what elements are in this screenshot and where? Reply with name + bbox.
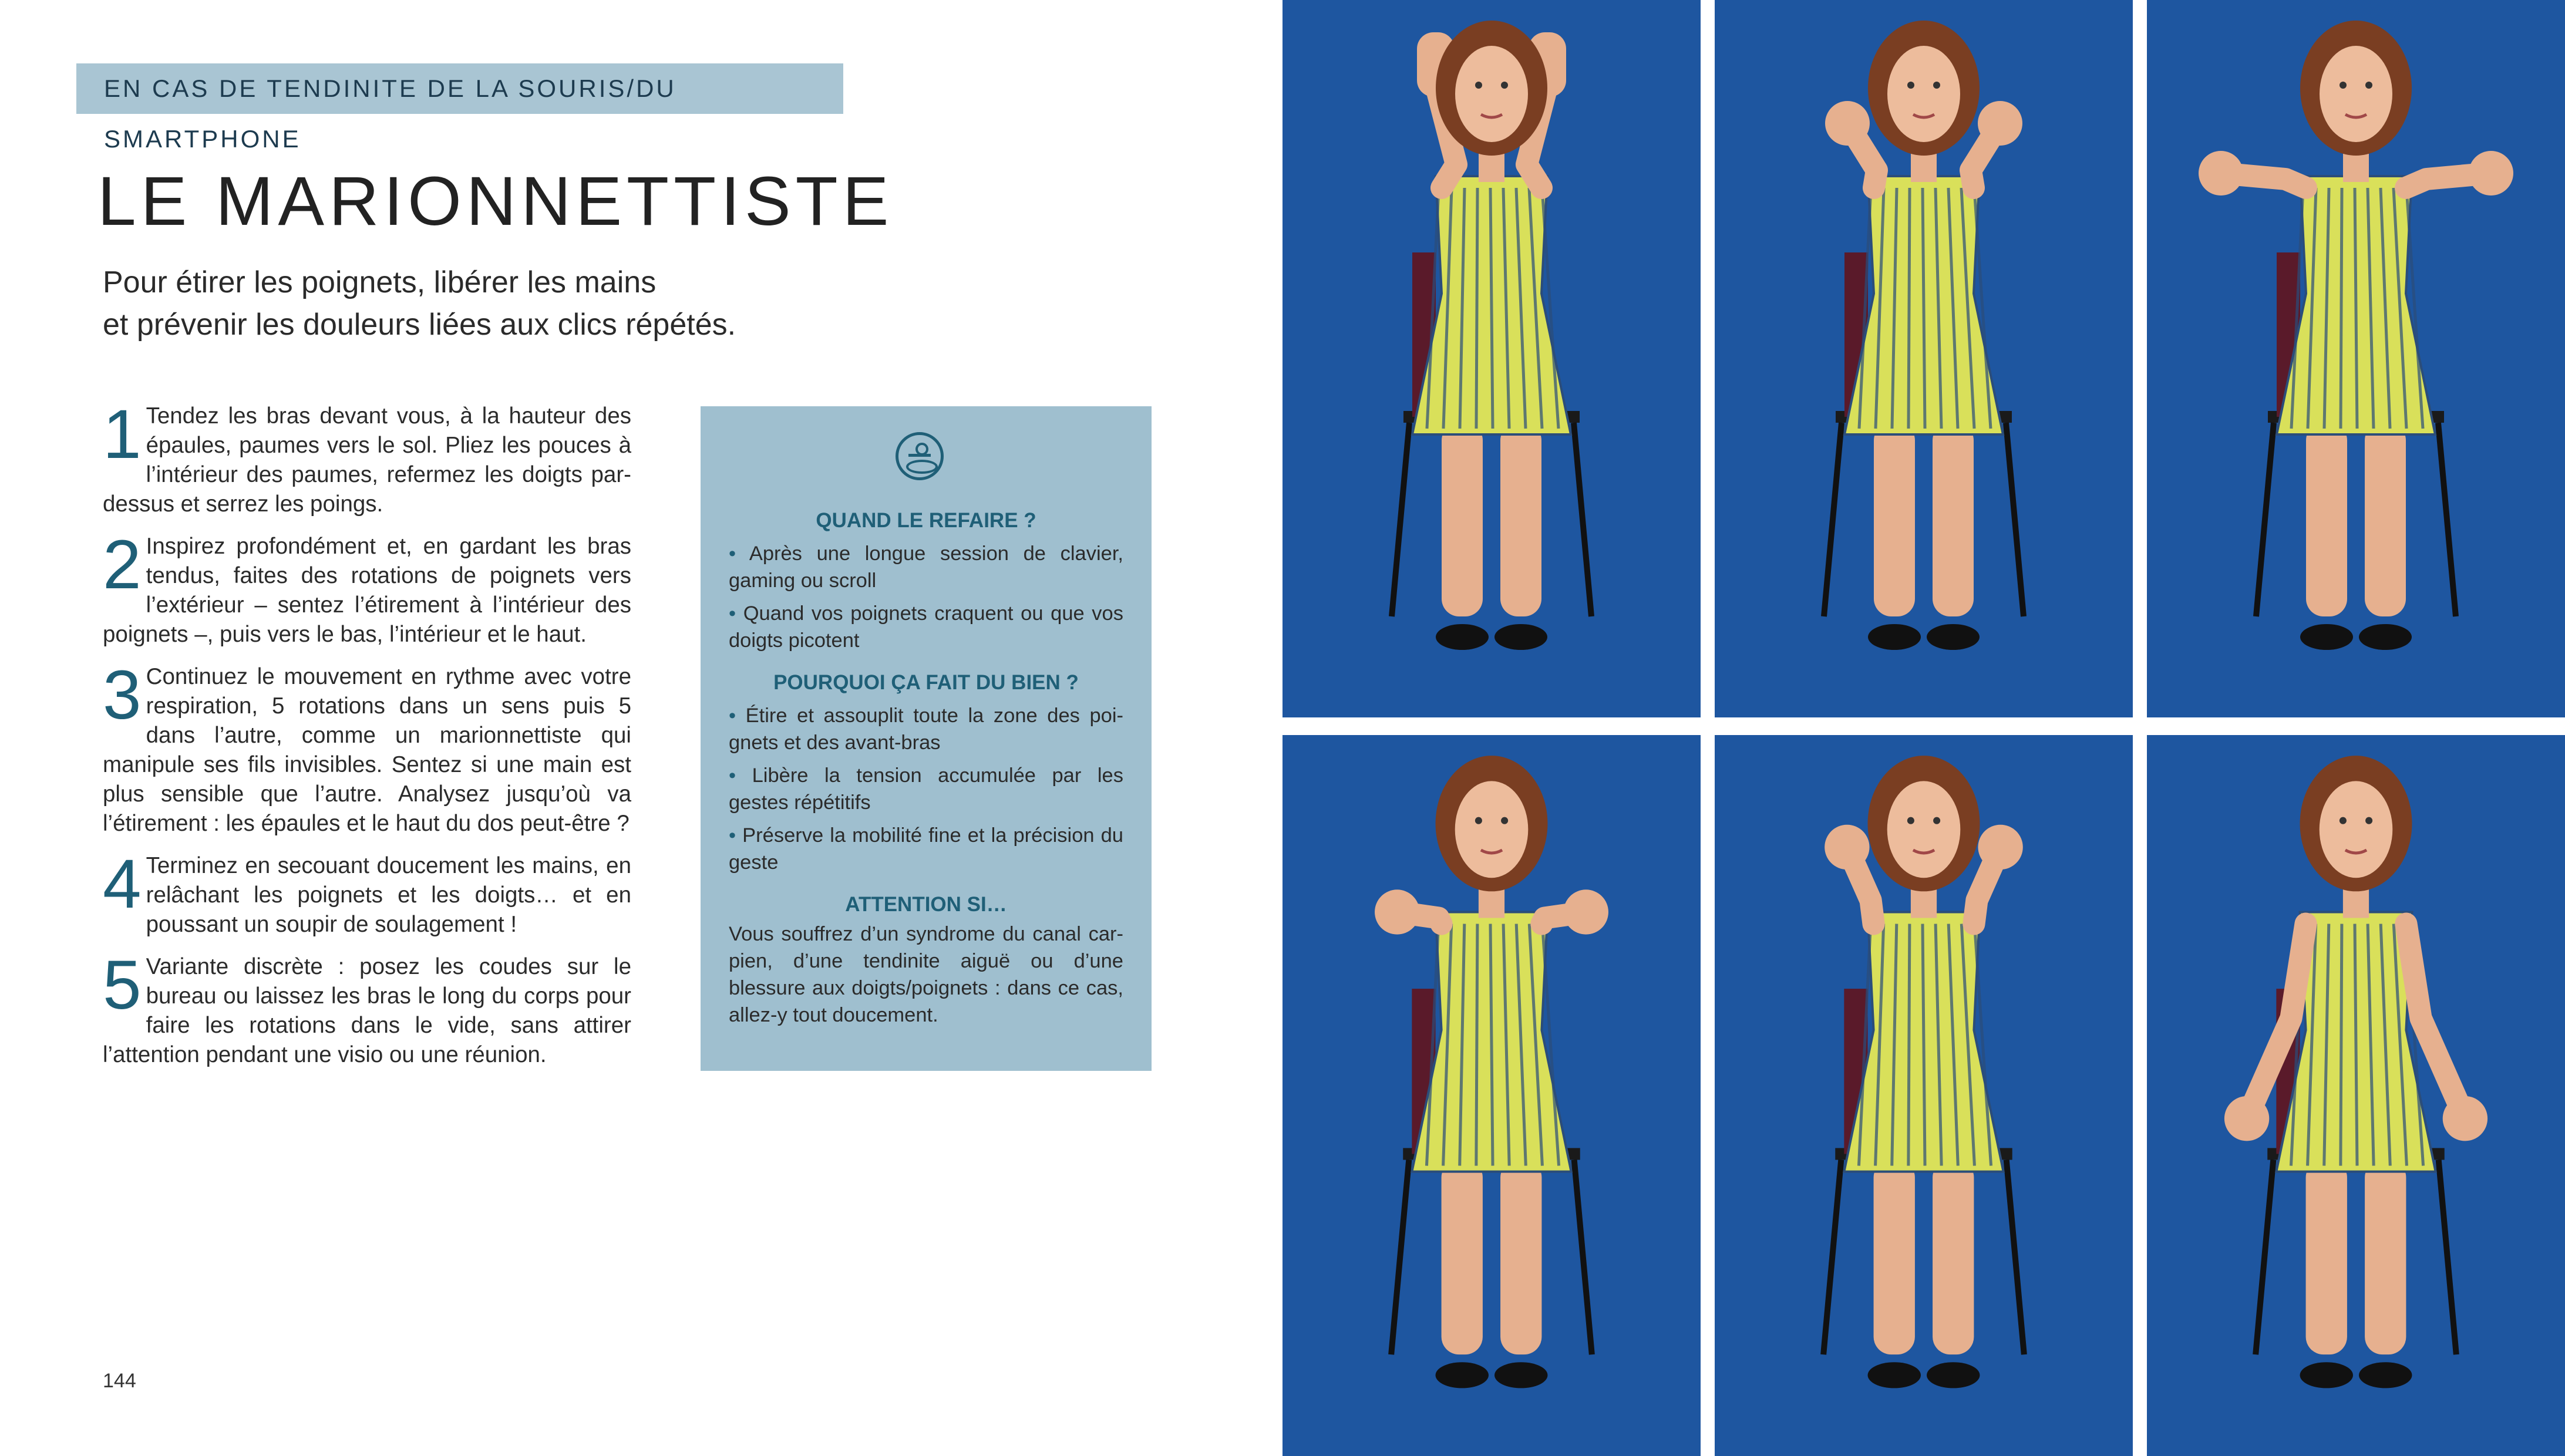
dress-pattern xyxy=(1476,924,1477,1166)
dress-pattern xyxy=(2341,924,2342,1166)
fist xyxy=(1825,101,1870,146)
step-2 xyxy=(103,526,631,649)
leg xyxy=(1442,1160,1483,1355)
fist xyxy=(2199,151,2243,196)
step-3 xyxy=(103,656,631,838)
dress-pattern xyxy=(1476,188,1477,429)
step-4 xyxy=(103,845,631,939)
info-box-content xyxy=(729,499,1123,1029)
figure-illustration xyxy=(1282,735,1701,1456)
face xyxy=(2320,781,2393,878)
photo-palms-up xyxy=(1282,0,1701,717)
step-text: Continuez le mouvement en rythme avec votre respiration, 5 rotations dans un sens puis 5 dans l’autre, comme un marionnettiste qui manipule ses fils invisibles. Sentez si une main est plus sensible que l’autre. Analysez jusqu’où va l’étirement : les épaules et le haut du dos peut-être ? xyxy=(103,664,631,836)
eye xyxy=(1501,817,1508,824)
steps-list xyxy=(103,396,631,1083)
fist xyxy=(1564,889,1608,934)
subtitle-line-2: et prévenir les douleurs liées aux clics répétés. xyxy=(103,308,736,342)
meditation-icon xyxy=(896,432,944,480)
eye xyxy=(1475,817,1482,824)
shoe xyxy=(1494,624,1547,650)
dress-pattern xyxy=(1908,188,1910,429)
fist xyxy=(2443,1096,2487,1141)
figure-illustration xyxy=(1715,735,2133,1456)
when-item: • Quand vos poignets craquent ou que vos doigts picotent xyxy=(729,602,1123,652)
shoe xyxy=(2300,1362,2353,1388)
info-box xyxy=(701,406,1152,1071)
page-title: LE MARIONNETTISTE xyxy=(97,163,894,240)
leg xyxy=(2306,1160,2347,1355)
subtitle xyxy=(103,261,925,346)
figure-illustration xyxy=(1282,0,1701,717)
bullet-icon: • xyxy=(729,824,743,847)
step-5 xyxy=(103,946,631,1070)
shoe xyxy=(2359,624,2412,650)
shoe xyxy=(1868,1362,1921,1388)
warning-heading: ATTENTION SI… xyxy=(845,893,1007,916)
step-text: Terminez en secouant doucement les mains, en relâchant les poignets et les doigts… et en poussant un soupir de soulagement ! xyxy=(146,853,631,937)
page-number: 144 xyxy=(103,1370,136,1392)
bullet-icon: • xyxy=(729,764,752,787)
subtitle-line-1: Pour étirer les poignets, libérer les mains xyxy=(103,265,657,299)
face xyxy=(1455,46,1528,142)
fist xyxy=(1978,101,2022,146)
leg xyxy=(1874,423,1915,616)
section-tag: EN CAS DE TENDINITE DE LA SOURIS/DU SMARTPHONE xyxy=(76,63,843,114)
eye xyxy=(2340,82,2347,89)
step-number: 2 xyxy=(103,526,142,604)
when-heading: QUAND LE REFAIRE ? xyxy=(816,509,1036,532)
dress-pattern xyxy=(1908,924,1910,1166)
shoe xyxy=(1927,624,1980,650)
leg xyxy=(2365,423,2406,616)
eye xyxy=(1933,82,1940,89)
eye xyxy=(2340,817,2347,824)
leg xyxy=(2306,423,2347,616)
face xyxy=(1455,781,1529,878)
eye xyxy=(1907,817,1914,824)
shoe xyxy=(1436,624,1489,650)
warning-text: Vous souffrez d’un syndrome du canal carpien, d’une tendinite aiguë ou d’une blessure aux doigts/poignets : dans ce cas, allez-y tout doucement. xyxy=(729,923,1123,1026)
step-text: Inspirez profondément et, en gardant les bras tendus, faites des rotations de poignets vers l’extérieur – sentez l’étirement à l’intérieur des poignets –, puis vers le bas, l’intérieur et le haut. xyxy=(103,534,631,647)
bullet-icon: • xyxy=(729,705,746,727)
dress-pattern xyxy=(2341,188,2342,429)
why-heading: POURQUOI ÇA FAIT DU BIEN ? xyxy=(773,671,1079,694)
shoe xyxy=(2300,624,2353,650)
shoe xyxy=(1927,1362,1980,1388)
fist xyxy=(1825,825,1869,869)
step-number: 3 xyxy=(103,656,142,734)
shoe xyxy=(2359,1362,2412,1388)
step-number: 4 xyxy=(103,845,142,923)
shoe xyxy=(1436,1362,1489,1388)
photo-wrists-down xyxy=(1282,735,1701,1456)
eye xyxy=(1475,82,1482,89)
step-number: 5 xyxy=(103,946,142,1024)
step-text: Variante discrète : posez les coudes sur le bureau ou laissez les bras le long du corps pour faire les rotations dans le vide, sans attirer l’attention pendant une visio ou une réunion. xyxy=(103,954,631,1067)
step-text: Tendez les bras devant vous, à la hauteur des épaules, paumes vers le sol. Pliez les pouces à l’intérieur des paumes, refermez les doigts par-dessus et serrez les poings. xyxy=(103,403,631,517)
face xyxy=(2320,46,2392,142)
fist xyxy=(2469,151,2513,196)
eye xyxy=(1933,817,1940,824)
step-1 xyxy=(103,396,631,519)
shoe xyxy=(1494,1362,1547,1388)
figure-illustration xyxy=(2147,735,2565,1456)
step-number: 1 xyxy=(103,396,142,473)
bullet-icon: • xyxy=(729,542,749,565)
leg xyxy=(1933,423,1974,616)
leg xyxy=(1500,423,1541,616)
leg xyxy=(1500,1160,1541,1355)
photo-arms-down-fists xyxy=(2147,735,2565,1456)
why-item: • Libère la tension accumulée par les gestes répétitifs xyxy=(729,764,1123,814)
face xyxy=(1887,46,1960,142)
fist xyxy=(2224,1096,2269,1141)
figure-illustration xyxy=(2147,0,2565,717)
left-page xyxy=(0,0,1282,1456)
eye xyxy=(1501,82,1508,89)
face xyxy=(1887,781,1961,878)
eye xyxy=(2365,817,2372,824)
leg xyxy=(1442,423,1483,616)
fist xyxy=(1375,889,1419,934)
photo-fists-up xyxy=(1715,735,2133,1456)
eye xyxy=(1907,82,1914,89)
bullet-icon: • xyxy=(729,602,743,625)
shoe xyxy=(1868,624,1921,650)
leg xyxy=(2365,1160,2406,1355)
figure-illustration xyxy=(1715,0,2133,717)
when-item: • Après une longue session de clavier, gaming ou scroll xyxy=(729,542,1123,592)
leg xyxy=(1874,1160,1915,1355)
photo-fists-forward xyxy=(1715,0,2133,717)
why-item: • Étire et assouplit toute la zone des poignets et des avant-bras xyxy=(729,705,1123,754)
photo-fists-side xyxy=(2147,0,2565,717)
leg xyxy=(1933,1160,1974,1355)
eye xyxy=(2365,82,2372,89)
why-item: • Préserve la mobilité fine et la précision du geste xyxy=(729,824,1123,874)
fist xyxy=(1978,825,2022,869)
